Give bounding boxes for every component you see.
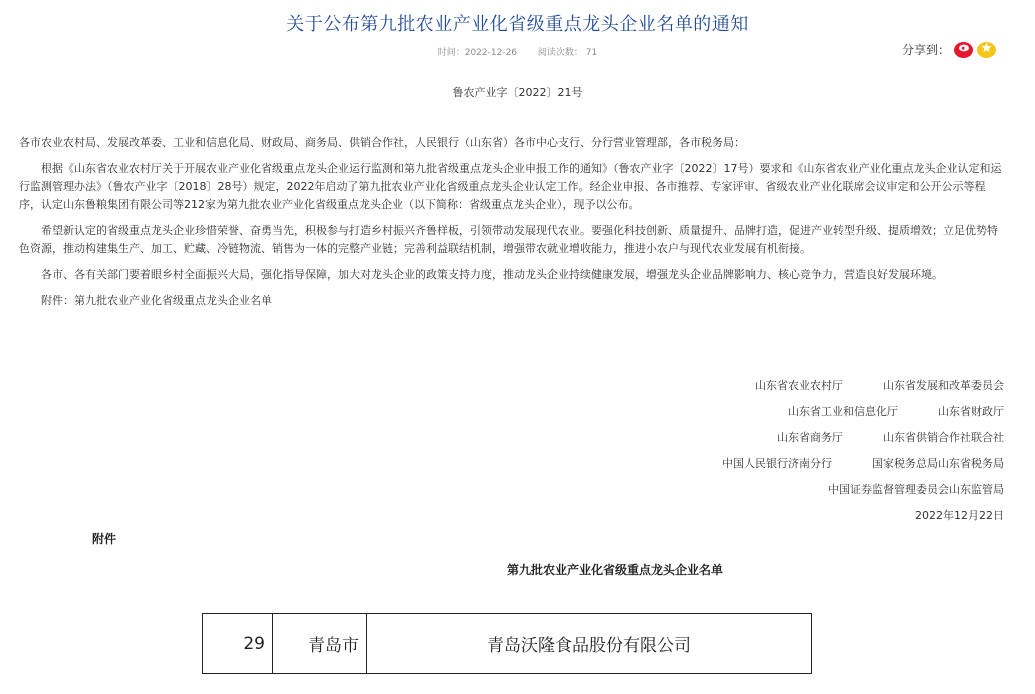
paragraph: 希望新认定的省级重点龙头企业珍惜荣誉、奋勇当先，积极参与打造乡村振兴齐鲁样板，引领带动发展现代农业。要强化科技创新、质量提升、品牌打造，促进产业转型升级、提质增效；立足优势特色资源，推动构建集生产、加工、贮藏、冷链物流、销售为一体的完整产业链；完善利益联结机制，增强带农就业增收能力，推进小农户与现代农业发展有机衔接。 <box>19 224 998 255</box>
signatory-row <box>604 482 1004 508</box>
list-title: 第九批农业产业化省级重点龙头企业名单 <box>506 563 723 577</box>
signatory: 山东省财政厅 <box>938 405 1004 418</box>
view-count: 阅读次数： 71 <box>537 48 598 58</box>
row-number: 29 <box>203 614 273 674</box>
article-meta <box>0 45 1035 58</box>
row-company: 青岛沃隆食品股份有限公司 <box>367 614 812 674</box>
paragraph: 根据《山东省农业农村厅关于开展农业产业化省级重点龙头企业运行监测和第九批省级重点龙头企业申报工作的通知》（鲁农产业字〔2022〕17号）要求和《山东省农业产业化重点龙头企业认定和运行监测管理办法》（鲁农产业字〔2018〕28号）规定，2022年启动了第九批农业产业化省级重点龙头企业认定工作。经企业申报、各市推荐、专家评审、省级农业产业化联席会议审定和公开公示等程序，认定山东鲁粮集团有限公司等212家为第九批农业产业化省级重点龙头企业（以下简称：省级重点龙头企业），现予以公布。 <box>19 162 1002 211</box>
share-bar <box>902 41 996 58</box>
weibo-icon[interactable] <box>954 42 973 58</box>
salutation: 各市农业农村局、发展改革委、工业和信息化局、财政局、商务局、供销合作社，人民银行（山东省）各市中心支行、分行营业管理部，各市税务局： <box>19 136 745 149</box>
page-title: 关于公布第九批农业产业化省级重点龙头企业名单的通知 <box>286 14 749 35</box>
signatory: 山东省发展和改革委员会 <box>883 379 1004 392</box>
signatory-row <box>604 430 1004 456</box>
signatory: 中国人民银行济南分行 <box>722 457 832 470</box>
attachment-note: 附件：第九批农业产业化省级重点龙头企业名单 <box>41 294 272 307</box>
signatory: 山东省供销合作社联合社 <box>883 431 1004 444</box>
signatory: 山东省商务厅 <box>777 431 843 444</box>
signatories <box>604 378 1004 528</box>
attachment-heading: 附件 <box>92 532 117 546</box>
share-label: 分享到： <box>902 43 951 57</box>
paragraph: 各市、各有关部门要着眼乡村全面振兴大局，强化指导保障，加大对龙头企业的政策支持力度，推动龙头企业持续健康发展，增强龙头企业品牌影响力、核心竞争力，营造良好发展环境。 <box>41 268 943 281</box>
qzone-icon[interactable] <box>977 42 996 58</box>
company-table <box>202 613 812 674</box>
signatory-row <box>604 378 1004 404</box>
document-number: 鲁农产业字〔2022〕21号 <box>452 86 583 99</box>
signatory: 山东省农业农村厅 <box>755 379 843 392</box>
document-date: 2022年12月22日 <box>915 509 1004 522</box>
signatory: 山东省工业和信息化厅 <box>788 405 898 418</box>
signatory: 国家税务总局山东省税务局 <box>872 457 1004 470</box>
row-city: 青岛市 <box>273 614 367 674</box>
signatory-row <box>604 456 1004 482</box>
signatory-row <box>604 404 1004 430</box>
table-row <box>203 614 812 674</box>
publish-time: 时间：2022-12-26 <box>437 48 518 58</box>
document-body <box>19 134 1007 318</box>
signatory: 中国证券监督管理委员会山东监管局 <box>828 483 1004 496</box>
